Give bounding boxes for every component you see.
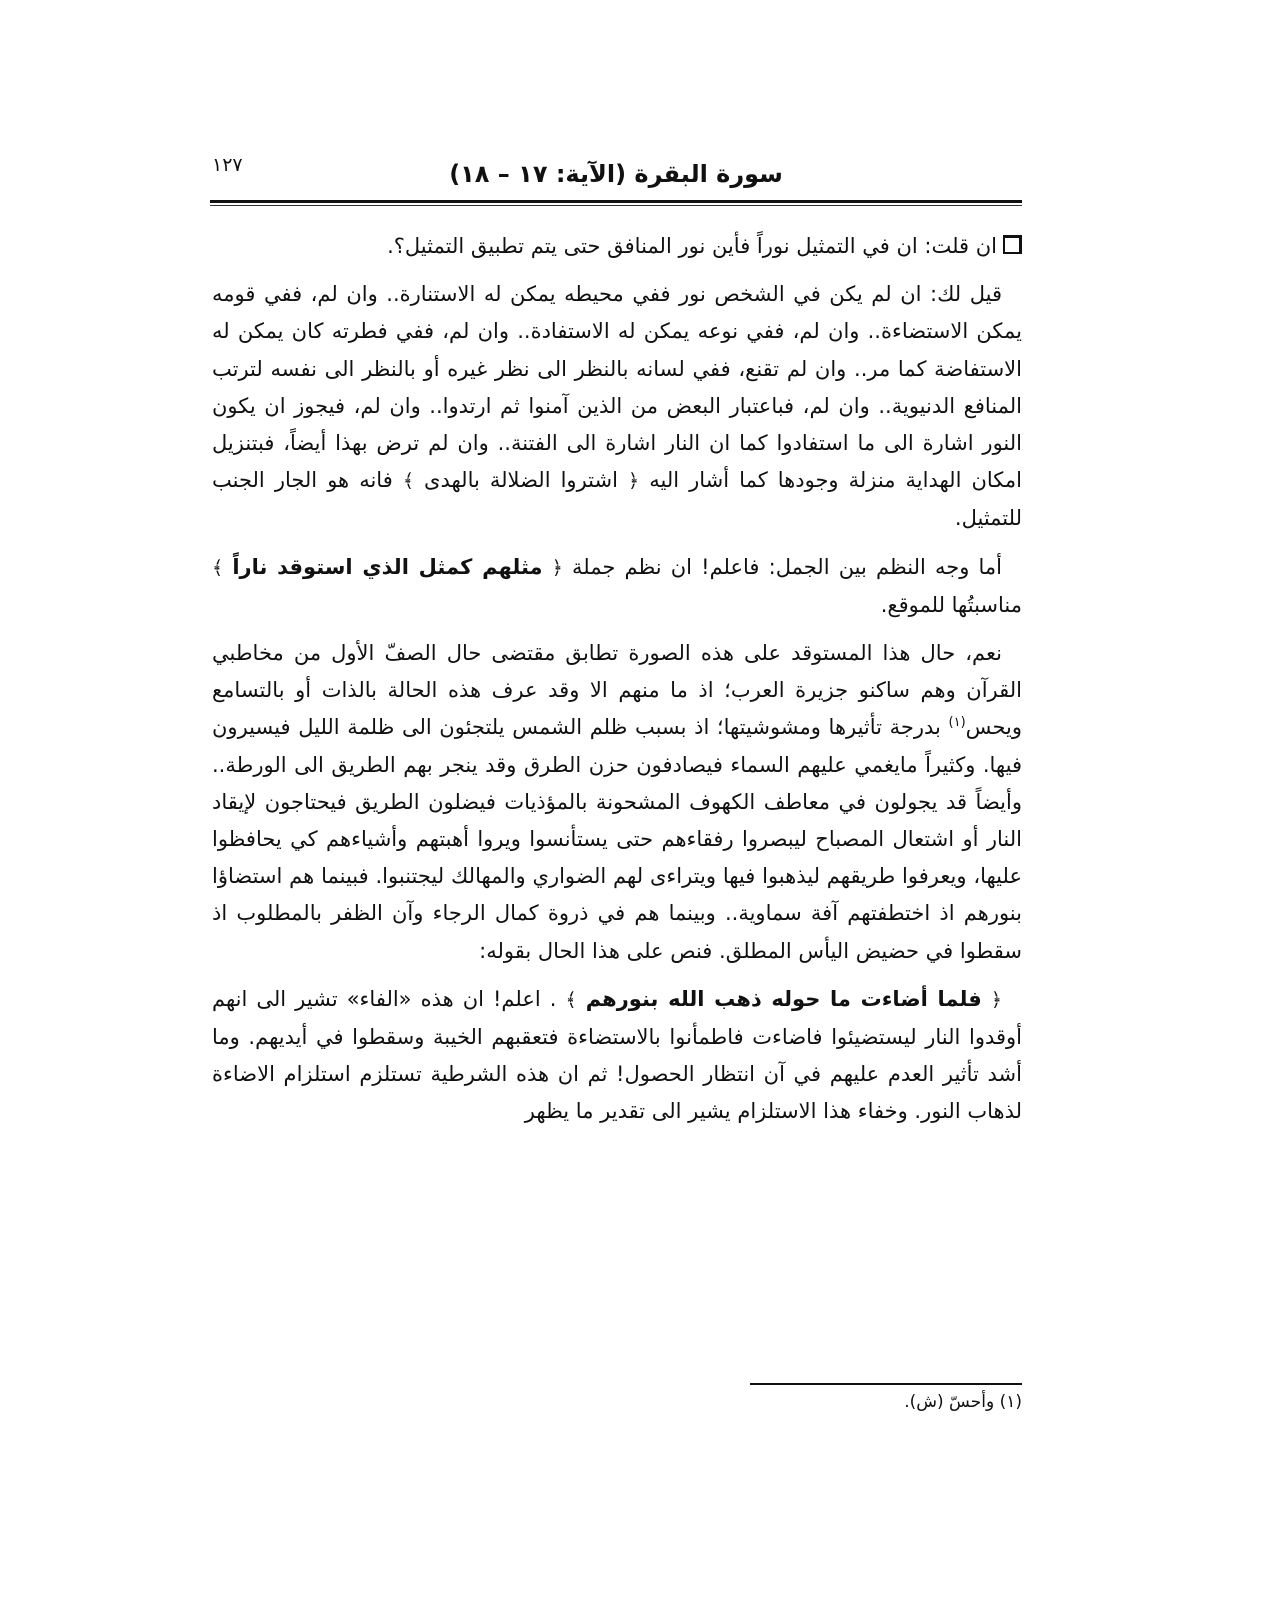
footnote-reference[interactable]: (١) [948,715,966,731]
footnote-number: (١) [999,1392,1022,1412]
quran-bracket-close-icon: ﴾ [565,988,577,1011]
quran-bracket-open-icon: ﴿ [551,556,563,579]
paragraph-text: بدرجة تأثيرها ومشوشيتها؛ اذ بسبب ظلم الشمس يلتجئون الى ظلمة الليل فيسيرون فيها. وكثيراً مايغمي عليهم السماء فيصادفون حزن الطرق وقد ينجر بهم الطريق الى الورطة.. وأيضاً قد يجولون في معاطف الكهوف المشحونة بالمؤذيات فيضلون الطريق فيحتاجون لإيقاد النار أو اشتعال المصباح ليبصروا رفقاءهم حتى يستأنسوا ويروا أهبتهم وأشياءهم كي يحافظوا عليها، ويعرفوا طريقهم ليذهبوا فيها ويتراءى لهم الضواري والمهالك ليجتنبوا. فبينما هم استضاؤا بنورهم اذ اختطفتهم آفة سماوية.. وبينما هم في ذروة كمال الرجاء وآن الظفر بالمطلوب اذ سقطوا في حضيض اليأس المطلق. فنص على هذا الحال بقوله: [212,715,1022,963]
quran-bracket-open-icon: ﴿ [628,470,640,493]
footnote-text: وأحسّ (ش). [904,1392,995,1412]
square-box-icon [1003,235,1022,254]
quran-bracket-close-icon: ﴾ [402,470,414,493]
paragraph-text: . اعلم! ان هذه «الفاء» تشير الى انهم أوقدوا النار ليستضيئوا فاضاءت فاطمأنوا بالاستضاءة فتعقبهم الخيبة وسقطوا في أيديهم. وما أشد تأثير العدم عليهم في آن انتظار الحصول! ثم ان هذه الشرطية تستلزم استلزام الاضاءة لذهاب النور. وخفاء هذا الاستلزام يشير الى تقدير ما يظهر [212,986,1022,1124]
paragraph-text: مناسبتُها للموقع. [880,592,1022,617]
quran-quote: مثلهم كمثل الذي استوقد ناراً [232,554,543,579]
paragraph-commentary [212,981,1022,1131]
quran-bracket-close-icon: ﴾ [212,556,224,579]
paragraph-structure [212,549,1022,624]
paragraph-text: أما وجه النظم بين الجمل: فاعلم! ان نظم جملة [572,554,1002,579]
paragraph-description [212,635,1022,970]
quran-bracket-open-icon: ﴿ [990,988,1002,1011]
page-number: ١٢٧ [212,154,243,176]
paragraph-answer [212,276,1022,537]
paragraph-text: ان قلت: ان في التمثيل نوراً فأين نور المنافق حتى يتم تطبيق التمثيل؟. [387,234,997,258]
quran-quote: فلما أضاءت ما حوله ذهب الله بنورهم [585,986,982,1011]
body-text [212,228,1022,1142]
quran-quote: اشتروا الضلالة بالهدى [424,468,618,493]
paragraph-question [212,228,1022,265]
paragraph-text: فانه هو الجار الجنب للتمثيل. [212,468,1022,531]
footnote-rule [750,1383,1022,1385]
header-rule-thick [210,200,1022,203]
paragraph-text: قيل لك: ان لم يكن في الشخص نور ففي محيطه يمكن له الاستنارة.. وان لم، ففي قومه يمكن الاستضاءة.. وان لم، ففي نوعه يمكن له الاستفادة.. وان لم، ففي فطرته كان يمكن له الاستفاضة كما مر.. وان لم تقنع، ففي لسانه بالنظر الى نظر غيره أو بالنظر الى نفسه لترتب المنافع الدنيوية.. وان لم، فباعتبار البعض من الذين آمنوا ثم ارتدوا.. وان لم، فيجوز ان يكون النور اشارة الى ما استفادوا كما ان النار اشارة الى الفتنة.. وان لم ترض بهذا أيضاً، فبتنزيل امكان الهداية منزلة وجودها كما أشار اليه [212,282,1022,493]
header-rule-thin [210,205,1022,206]
paragraph-text: نعم، حال هذا المستوقد على هذه الصورة تطابق مقتضى حال الصفّ الأول من مخاطبي القرآن وهم ساكنو جزيرة العرب؛ اذ ما منهم الا وقد عرف هذه الحالة بالذات أو بالتسامع ويحس [212,641,1022,740]
footnote [904,1388,1022,1416]
running-head-title: سورة البقرة (الآية: ١٧ – ١٨) [449,160,783,188]
